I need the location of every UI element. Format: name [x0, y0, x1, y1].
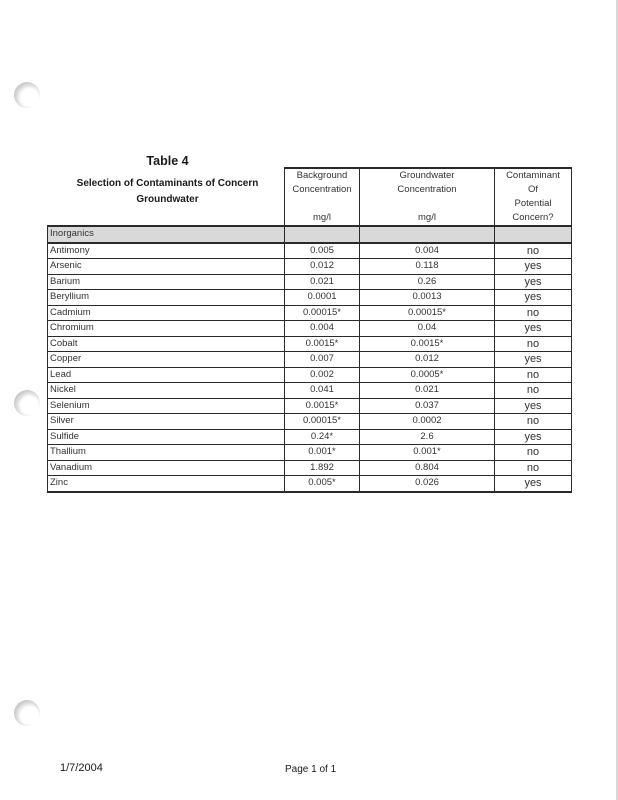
cell-potential-concern: no: [495, 414, 572, 430]
cell-contaminant-name: Antimony: [48, 243, 285, 259]
section-blank: [495, 226, 572, 243]
cell-background-concentration: 0.00015*: [285, 305, 360, 321]
cell-background-concentration: 0.002: [285, 367, 360, 383]
header-blank: [48, 168, 285, 226]
header-groundwater: [360, 168, 495, 226]
cell-groundwater-concentration: 0.0013: [360, 290, 495, 306]
cell-groundwater-concentration: 0.0015*: [360, 336, 495, 352]
cell-contaminant-name: Copper: [48, 352, 285, 368]
header-groundwater-line2: Concentration: [397, 184, 457, 195]
cell-background-concentration: 0.041: [285, 383, 360, 399]
cell-contaminant-name: Thallium: [48, 445, 285, 461]
cell-potential-concern: no: [495, 383, 572, 399]
table-row: [48, 259, 572, 275]
cell-potential-concern: yes: [495, 321, 572, 337]
punch-hole-top: [14, 82, 40, 108]
cell-background-concentration: 0.007: [285, 352, 360, 368]
cell-background-concentration: 0.0015*: [285, 398, 360, 414]
table-row: [48, 290, 572, 306]
table-row: [48, 460, 572, 476]
cell-contaminant-name: Selenium: [48, 398, 285, 414]
cell-groundwater-concentration: 0.0005*: [360, 367, 495, 383]
cell-groundwater-concentration: 0.004: [360, 243, 495, 259]
contaminants-table: [47, 167, 572, 493]
cell-contaminant-name: Sulfide: [48, 429, 285, 445]
cell-potential-concern: yes: [495, 476, 572, 492]
cell-contaminant-name: Cadmium: [48, 305, 285, 321]
cell-potential-concern: no: [495, 336, 572, 352]
table-row: [48, 414, 572, 430]
cell-groundwater-concentration: 0.00015*: [360, 305, 495, 321]
cell-background-concentration: 0.012: [285, 259, 360, 275]
table-row: [48, 243, 572, 259]
punch-hole-bottom: [14, 700, 40, 726]
cell-potential-concern: no: [495, 367, 572, 383]
cell-background-concentration: 0.24*: [285, 429, 360, 445]
cell-potential-concern: yes: [495, 274, 572, 290]
cell-groundwater-concentration: 0.04: [360, 321, 495, 337]
cell-potential-concern: yes: [495, 352, 572, 368]
table-row: [48, 445, 572, 461]
cell-groundwater-concentration: 0.118: [360, 259, 495, 275]
cell-background-concentration: 0.004: [285, 321, 360, 337]
cell-groundwater-concentration: 0.037: [360, 398, 495, 414]
header-concern-line2: Of: [527, 184, 539, 195]
cell-background-concentration: 1.892: [285, 460, 360, 476]
cell-groundwater-concentration: 0.0002: [360, 414, 495, 430]
cell-potential-concern: yes: [495, 259, 572, 275]
cell-groundwater-concentration: 0.012: [360, 352, 495, 368]
header-concern-line3: Potential: [514, 198, 552, 209]
table-title: Table 4: [146, 154, 189, 168]
cell-contaminant-name: Lead: [48, 367, 285, 383]
cell-background-concentration: 0.021: [285, 274, 360, 290]
cell-potential-concern: no: [495, 445, 572, 461]
table-row: [48, 305, 572, 321]
header-background-line1: Background: [296, 170, 348, 181]
header-background: [285, 168, 360, 226]
cell-background-concentration: 0.00015*: [285, 414, 360, 430]
cell-contaminant-name: Arsenic: [48, 259, 285, 275]
section-blank: [360, 226, 495, 243]
cell-groundwater-concentration: 0.26: [360, 274, 495, 290]
table-row: [48, 352, 572, 368]
table-row: [48, 383, 572, 399]
section-label: Inorganics: [48, 226, 285, 243]
table-subtitle-media: Groundwater: [136, 194, 199, 205]
cell-groundwater-concentration: 2.6: [360, 429, 495, 445]
table-row: [48, 274, 572, 290]
cell-contaminant-name: Barium: [48, 274, 285, 290]
table-row: [48, 398, 572, 414]
header-row: [48, 168, 572, 226]
header-groundwater-unit: mg/l: [418, 212, 436, 223]
cell-groundwater-concentration: 0.021: [360, 383, 495, 399]
cell-contaminant-name: Vanadium: [48, 460, 285, 476]
cell-contaminant-name: Cobalt: [48, 336, 285, 352]
table-row: [48, 367, 572, 383]
footer-page-number: Page 1 of 1: [285, 764, 337, 775]
section-blank: [285, 226, 360, 243]
header-groundwater-line1: Groundwater: [399, 170, 455, 181]
cell-contaminant-name: Chromium: [48, 321, 285, 337]
table-row: [48, 336, 572, 352]
footer-date: 1/7/2004: [60, 762, 103, 774]
cell-contaminant-name: Zinc: [48, 476, 285, 492]
cell-potential-concern: yes: [495, 398, 572, 414]
header-background-line2: Concentration: [292, 184, 352, 195]
cell-contaminant-name: Silver: [48, 414, 285, 430]
cell-potential-concern: no: [495, 243, 572, 259]
cell-contaminant-name: Beryllium: [48, 290, 285, 306]
cell-groundwater-concentration: 0.026: [360, 476, 495, 492]
cell-background-concentration: 0.0001: [285, 290, 360, 306]
header-concern-line4: Concern?: [512, 212, 554, 223]
cell-potential-concern: yes: [495, 290, 572, 306]
cell-potential-concern: yes: [495, 429, 572, 445]
punch-hole-middle: [14, 390, 40, 416]
cell-potential-concern: no: [495, 460, 572, 476]
table-row: [48, 476, 572, 492]
cell-potential-concern: no: [495, 305, 572, 321]
header-concern-line1: Contaminant: [506, 170, 560, 181]
table-row: [48, 321, 572, 337]
section-row: [48, 226, 572, 243]
cell-background-concentration: 0.0015*: [285, 336, 360, 352]
cell-contaminant-name: Nickel: [48, 383, 285, 399]
header-concern: [495, 168, 572, 226]
cell-groundwater-concentration: 0.001*: [360, 445, 495, 461]
table-subtitle: Selection of Contaminants of Concern: [76, 178, 259, 189]
cell-groundwater-concentration: 0.804: [360, 460, 495, 476]
cell-background-concentration: 0.005: [285, 243, 360, 259]
cell-background-concentration: 0.001*: [285, 445, 360, 461]
cell-background-concentration: 0.005*: [285, 476, 360, 492]
table-row: [48, 429, 572, 445]
header-background-unit: mg/l: [313, 212, 331, 223]
